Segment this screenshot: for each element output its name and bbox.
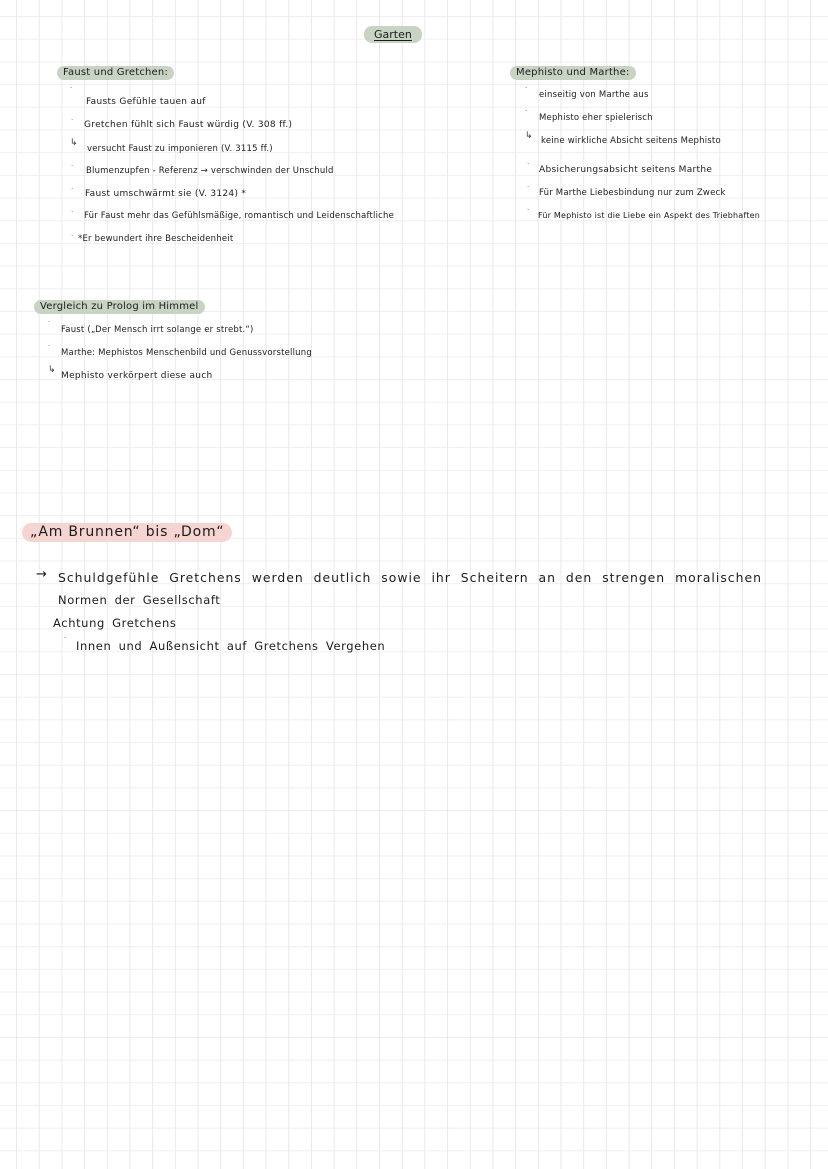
bullet-icon: · (48, 318, 51, 326)
faust-gretchen-item: Faust umschwärmt sie (V. 3124) * (85, 189, 247, 199)
return-arrow-icon: ↳ (70, 138, 78, 148)
bullet-icon: · (525, 107, 528, 115)
bullet-icon: · (64, 634, 67, 642)
bullet-icon: · (71, 185, 74, 193)
bullet-icon: · (71, 232, 74, 240)
faust-gretchen-item: Fausts Gefühle tauen auf (86, 97, 206, 107)
bullet-icon: · (71, 162, 74, 170)
bullet-icon: · (70, 84, 73, 92)
faust-gretchen-item: Für Faust mehr das Gefühlsmäßige, romantisch und Leidenschaftliche (84, 211, 395, 221)
brunnen-line: Normen der Gesellschaft (58, 593, 221, 607)
brunnen-line: Achtung Gretchens (53, 616, 177, 630)
faust-gretchen-heading: Faust und Gretchen: (57, 66, 174, 80)
bullet-icon: · (527, 160, 530, 168)
bullet-icon: · (527, 206, 530, 214)
return-arrow-icon: ↳ (48, 365, 56, 375)
prolog-item: Mephisto verkörpert diese auch (61, 371, 213, 381)
brunnen-heading: „Am Brunnen“ bis „Dom“ (22, 523, 232, 542)
mephisto-marthe-heading: Mephisto und Marthe: (510, 66, 636, 80)
page-title: Garten (364, 26, 422, 43)
arrow-right-icon: → (36, 567, 47, 582)
mephisto-marthe-item: Für Marthe Liebesbindung nur zum Zweck (539, 188, 726, 198)
prolog-heading: Vergleich zu Prolog im Himmel (34, 300, 205, 314)
faust-gretchen-item: Gretchen fühlt sich Faust würdig (V. 308 ff.) (84, 120, 293, 130)
mephisto-marthe-item: Für Mephisto ist die Liebe ein Aspekt des Triebhaften (538, 211, 761, 220)
brunnen-line: Innen und Außensicht auf Gretchens Vergehen (76, 639, 386, 653)
bullet-icon: · (527, 183, 530, 191)
return-arrow-icon: ↳ (525, 131, 533, 141)
brunnen-line: Schuldgefühle Gretchens werden deutlich sowie ihr Scheitern an den strengen moralischen (58, 570, 762, 585)
bullet-icon: · (71, 208, 74, 216)
bullet-icon: · (525, 84, 528, 92)
faust-gretchen-item: *Er bewundert ihre Bescheidenheit (78, 234, 234, 244)
mephisto-marthe-item: Mephisto eher spielerisch (539, 113, 653, 123)
mephisto-marthe-item: einseitig von Marthe aus (539, 90, 649, 100)
bullet-icon: · (48, 342, 51, 350)
faust-gretchen-item: Blumenzupfen - Referenz → verschwinden der Unschuld (86, 166, 334, 176)
prolog-item: Faust („Der Mensch irrt solange er strebt.“) (61, 325, 254, 335)
bullet-icon: · (71, 116, 74, 124)
mephisto-marthe-item: Absicherungsabsicht seitens Marthe (539, 165, 713, 175)
prolog-item: Marthe: Mephistos Menschenbild und Genussvorstellung (61, 348, 312, 358)
mephisto-marthe-item: keine wirkliche Absicht seitens Mephisto (541, 136, 721, 146)
faust-gretchen-item: versucht Faust zu imponieren (V. 3115 ff.) (87, 144, 273, 154)
